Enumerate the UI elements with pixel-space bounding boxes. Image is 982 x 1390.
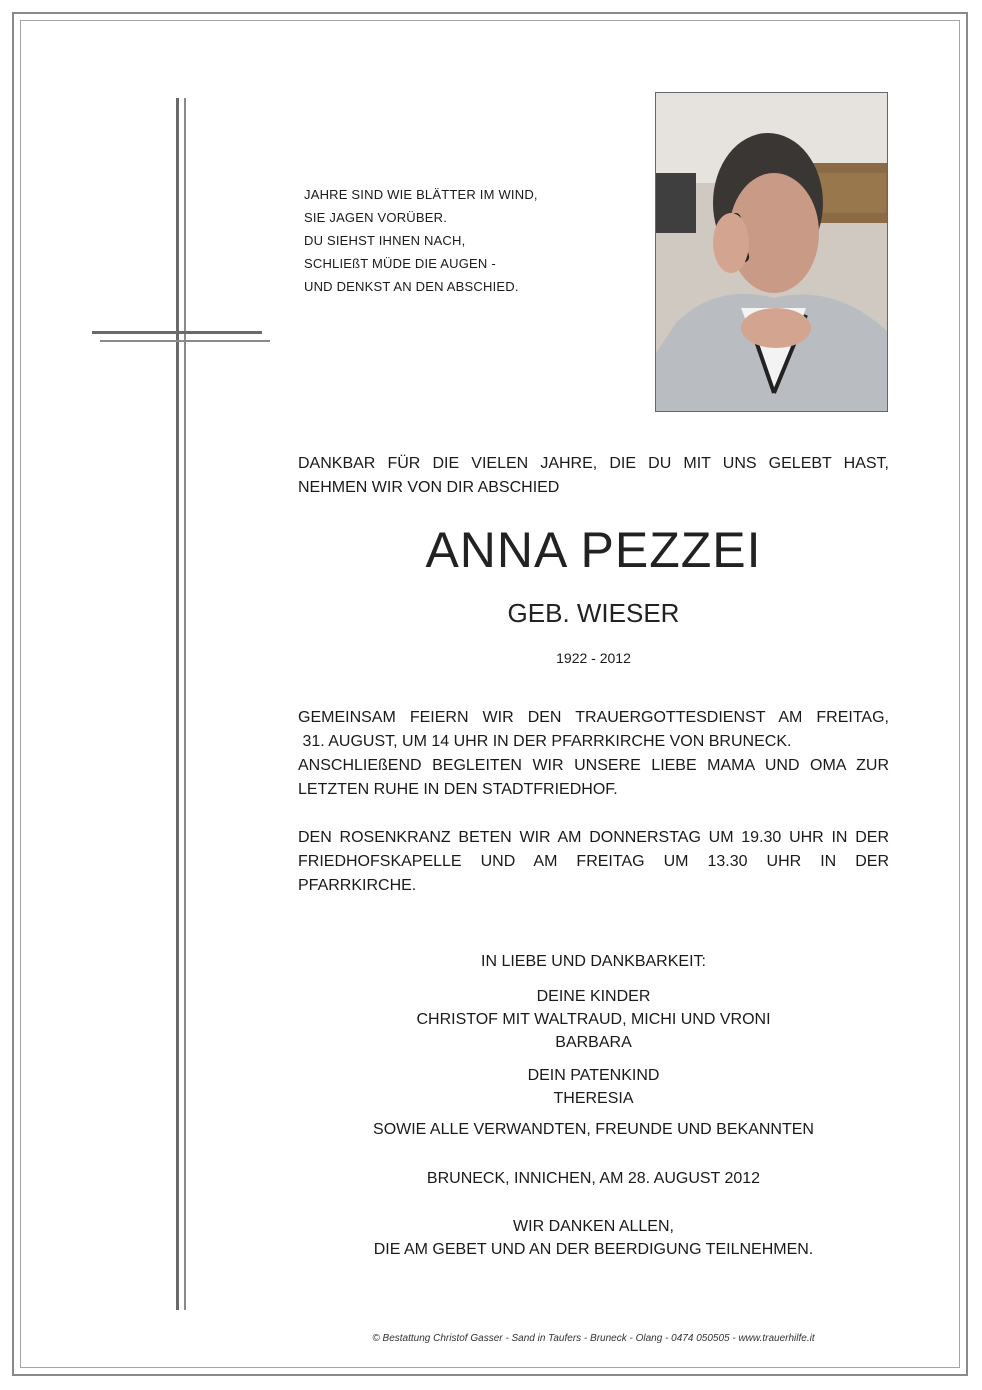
portrait-photo xyxy=(655,92,888,412)
poem-line: SCHLIEßT MÜDE DIE AUGEN - xyxy=(304,256,496,271)
godchild-name: THERESIA xyxy=(553,1090,634,1107)
poem-line: JAHRE SIND WIE BLÄTTER IM WIND, xyxy=(304,187,538,202)
children-label: DEINE KINDER xyxy=(536,988,651,1005)
relatives-line: SOWIE ALLE VERWANDTEN, FREUNDE UND BEKANNTEN xyxy=(373,1121,814,1138)
poem-line: SIE JAGEN VORÜBER. xyxy=(304,210,448,225)
thanks-line-2: DIE AM GEBET UND AN DER BEERDIGUNG TEILNEHMEN. xyxy=(373,1241,814,1258)
footer-credit: © Bestattung Christof Gasser - Sand in Taufers - Bruneck - Olang - 0474 050505 - www.trauerhilfe.it xyxy=(372,1333,815,1344)
intro-line-1: DANKBAR FÜR DIE VIELEN JAHRE, DIE DU MIT UNS GELEBT HAST, xyxy=(298,455,889,472)
poem-line: UND DENKST AN DEN ABSCHIED. xyxy=(304,279,519,294)
birth-name: GEB. WIESER xyxy=(507,598,680,628)
thanks-line-1: WIR DANKEN ALLEN, xyxy=(513,1218,674,1235)
service-line: ANSCHLIEßEND BEGLEITEN WIR UNSERE LIEBE MAMA UND OMA ZUR xyxy=(298,757,889,774)
service-line: 31. AUGUST, UM 14 UHR IN DER PFARRKIRCHE VON BRUNECK. xyxy=(298,733,792,750)
service-line: GEMEINSAM FEIERN WIR DEN TRAUERGOTTESDIENST AM FREITAG, xyxy=(298,709,889,726)
rosary-line: DEN ROSENKRANZ BETEN WIR AM DONNERSTAG UM 19.30 UHR IN DER xyxy=(298,829,889,846)
poem xyxy=(304,183,624,298)
service-line: LETZTEN RUHE IN DEN STADTFRIEDHOF. xyxy=(298,781,618,798)
place-date: BRUNECK, INNICHEN, AM 28. AUGUST 2012 xyxy=(426,1170,761,1187)
life-years: 1922 - 2012 xyxy=(556,650,631,666)
children-names: CHRISTOF MIT WALTRAUD, MICHI UND VRONI xyxy=(416,1011,771,1028)
poem-line: DU SIEHST IHNEN NACH, xyxy=(304,233,466,248)
godchild-label: DEIN PATENKIND xyxy=(527,1067,660,1084)
children-names-2: BARBARA xyxy=(555,1034,632,1051)
intro-line-2: NEHMEN WIR VON DIR ABSCHIED xyxy=(298,479,560,496)
deceased-name: ANNA PEZZEI xyxy=(425,522,762,578)
rosary-line: PFARRKIRCHE. xyxy=(298,877,417,894)
mourners-heading: IN LIEBE UND DANKBARKEIT: xyxy=(481,953,706,970)
rosary-line: FRIEDHOFSKAPELLE UND AM FREITAG UM 13.30 UHR IN DER xyxy=(298,853,889,870)
